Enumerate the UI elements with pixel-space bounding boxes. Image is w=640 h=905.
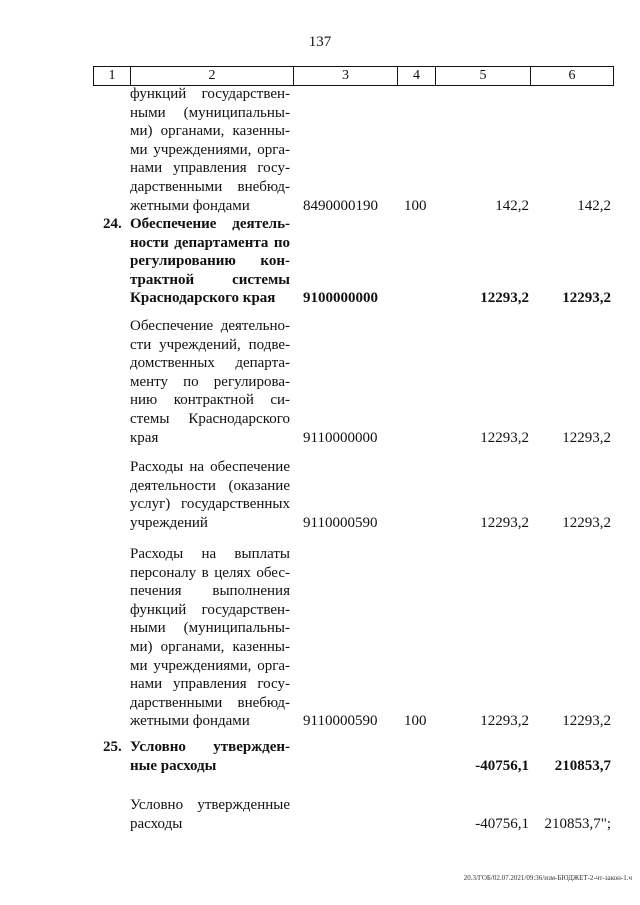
description-line: ми) органами, казенны- xyxy=(130,123,290,140)
description-line: домственных департа- xyxy=(130,355,290,372)
description-line: нию контрактной си- xyxy=(130,392,290,409)
description-line: Обеспечение деятельно- xyxy=(130,318,290,334)
description-line: трактной системы xyxy=(130,271,290,288)
row-value-col5: -40756,1 xyxy=(475,815,529,832)
description-line: Условно утвержден- xyxy=(130,739,290,755)
row-value-col5: 142,2 xyxy=(495,197,529,214)
description-line: функций государствен- xyxy=(130,86,290,102)
column-header: 3 xyxy=(294,67,398,86)
description-line: учреждений xyxy=(130,514,208,531)
description-line: менту по регулирова- xyxy=(130,373,290,390)
row-number: 25. xyxy=(103,739,122,755)
row-description xyxy=(130,545,290,731)
column-header: 2 xyxy=(131,67,294,86)
column-header: 5 xyxy=(436,67,531,86)
description-line: ными (муниципальны- xyxy=(130,104,290,121)
row-value-col6: 210853,7 xyxy=(554,757,611,774)
description-line: печения выполнения xyxy=(130,583,290,600)
row-value-col6: 12293,2 xyxy=(562,429,611,446)
row-description xyxy=(130,215,290,308)
row-expense-type: 100 xyxy=(404,713,427,730)
row-value-col6: 12293,2 xyxy=(562,514,611,531)
row-value-col6: 12293,2 xyxy=(562,290,611,307)
description-line: ми) органами, казенны- xyxy=(130,638,290,655)
description-line: Обеспечение деятель- xyxy=(130,216,290,232)
description-line: стемы Краснодарского xyxy=(130,410,290,427)
description-line: Расходы на обеспечение xyxy=(130,459,290,475)
description-line: жетными фондами xyxy=(130,713,250,730)
row-number: 24. xyxy=(103,216,122,232)
description-line: ности департамента по xyxy=(130,234,290,251)
row-description xyxy=(130,85,290,215)
description-line: персоналу в целях обес- xyxy=(130,564,290,581)
page-number: 137 xyxy=(308,34,332,50)
row-value-col5: -40756,1 xyxy=(475,757,529,774)
column-header: 1 xyxy=(94,67,131,86)
row-value-col5: 12293,2 xyxy=(480,429,529,446)
description-line: функций государствен- xyxy=(130,601,290,618)
row-code: 9110000000 xyxy=(303,429,378,446)
row-description xyxy=(130,317,290,447)
row-description xyxy=(130,796,290,833)
row-description xyxy=(130,458,290,532)
row-value-col5: 12293,2 xyxy=(480,514,529,531)
description-line: ми учреждениями, орга- xyxy=(130,657,290,674)
description-line: края xyxy=(130,429,159,446)
description-line: жетными фондами xyxy=(130,197,250,214)
column-header-row xyxy=(94,67,614,86)
description-line: ными (муниципальны- xyxy=(130,620,290,637)
description-line: Расходы на выплаты xyxy=(130,546,290,562)
row-code: 9110000590 xyxy=(303,514,378,531)
description-line: деятельности (оказание xyxy=(130,477,290,494)
row-expense-type: 100 xyxy=(404,197,427,214)
column-header-table xyxy=(93,66,614,86)
description-line: Условно утвержденные xyxy=(130,797,290,813)
description-line: расходы xyxy=(130,815,183,832)
footer-doc-path: 20.3/ГОБ/02.07.2021/09:36/изм-БЮДЖЕТ-2-чт-закон-1.ч xyxy=(463,874,632,882)
row-code: 8490000190 xyxy=(303,197,378,214)
row-code: 9100000000 xyxy=(303,290,378,307)
description-line: нами управления госу- xyxy=(130,676,290,693)
row-description xyxy=(130,738,290,775)
row-value-col6: 12293,2 xyxy=(562,713,611,730)
description-line: сти учреждений, подве- xyxy=(130,336,290,353)
description-line: регулированию кон- xyxy=(130,253,290,270)
description-line: ные расходы xyxy=(130,757,217,774)
column-header: 4 xyxy=(398,67,436,86)
column-header: 6 xyxy=(531,67,614,86)
description-line: нами управления госу- xyxy=(130,160,290,177)
description-line: Краснодарского края xyxy=(130,290,276,307)
description-line: дарственными внебюд- xyxy=(130,694,290,711)
description-line: дарственными внебюд- xyxy=(130,178,290,195)
description-line: ми учреждениями, орга- xyxy=(130,141,290,158)
row-value-col5: 12293,2 xyxy=(480,713,529,730)
row-code: 9110000590 xyxy=(303,713,378,730)
row-value-col6: 142,2 xyxy=(577,197,611,214)
row-value-col5: 12293,2 xyxy=(480,290,529,307)
row-value-col6: 210853,7"; xyxy=(544,815,611,832)
description-line: услуг) государственных xyxy=(130,496,290,513)
